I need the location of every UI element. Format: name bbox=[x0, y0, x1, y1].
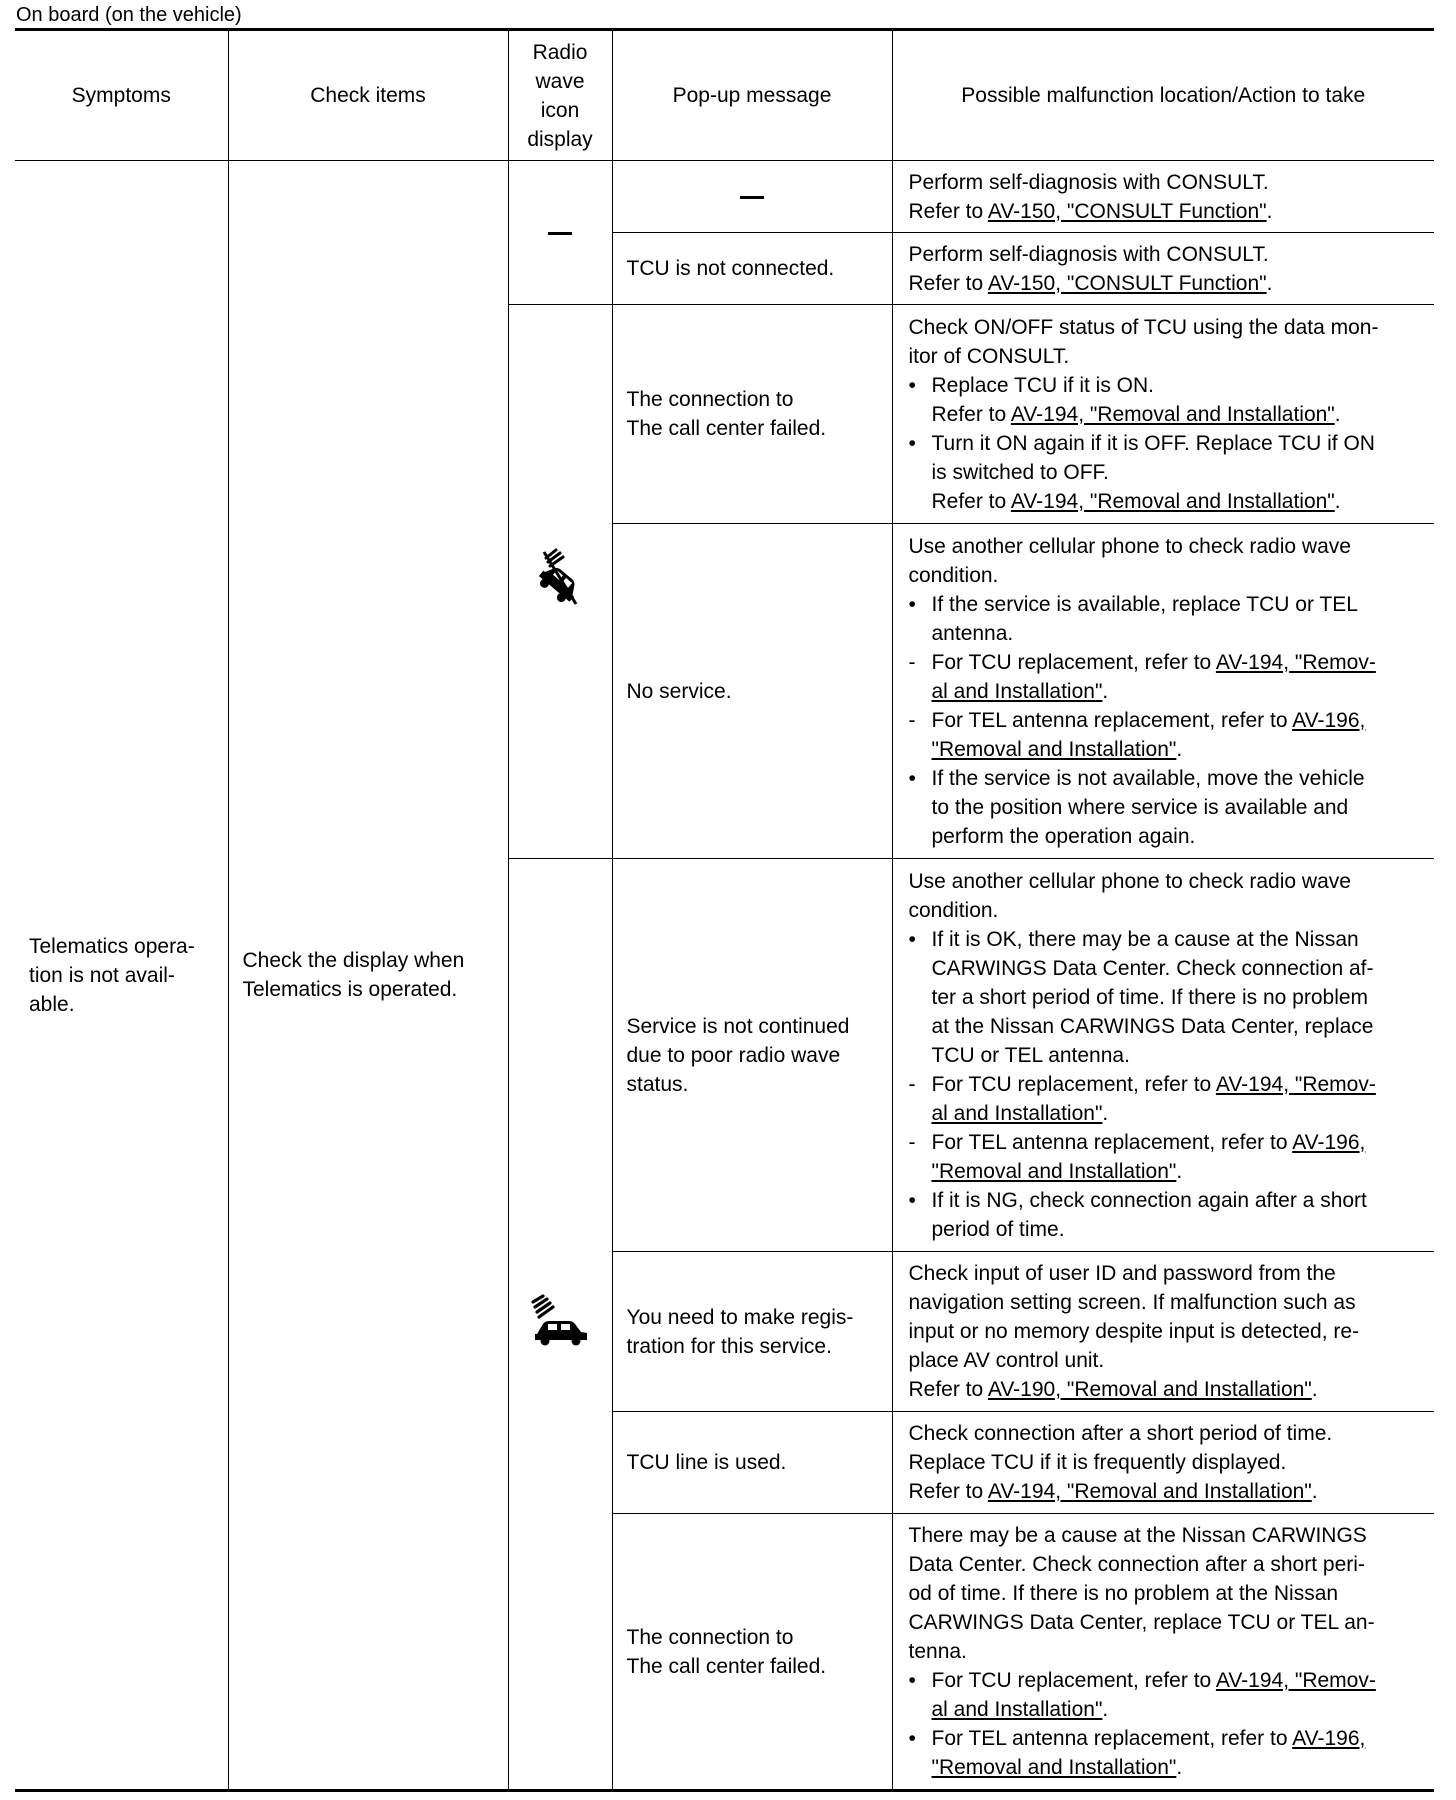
ref-link[interactable]: AV-194, "Remov- bbox=[1215, 1072, 1376, 1096]
dash-icon bbox=[740, 196, 764, 199]
popup-line: No service. bbox=[626, 679, 732, 703]
action-line: Use another cellular phone to check radio wave bbox=[908, 534, 1351, 558]
ref-text: . bbox=[1266, 199, 1273, 223]
bullet-marker: • bbox=[908, 1669, 916, 1692]
action-line: itor of CONSULT. bbox=[908, 344, 1070, 368]
action-ref-line bbox=[932, 1157, 1427, 1186]
popup-line: The connection to bbox=[626, 1625, 794, 1649]
ref-link[interactable]: AV-150, "CONSULT Function" bbox=[987, 271, 1267, 295]
action-cell bbox=[892, 305, 1434, 524]
ref-text: . bbox=[1102, 1698, 1109, 1721]
bullet-item bbox=[909, 590, 1427, 648]
popup-line: TCU line is used. bbox=[626, 1451, 787, 1474]
ref-text: For TEL antenna replacement, refer to bbox=[931, 1130, 1293, 1154]
ref-text: For TEL antenna replacement, refer to bbox=[931, 1727, 1293, 1750]
ref-text: . bbox=[1266, 271, 1273, 295]
action-line: If it is NG, check connection again after a short bbox=[931, 1188, 1367, 1212]
action-line: condition. bbox=[908, 898, 999, 922]
action-line: antenna. bbox=[931, 621, 1014, 645]
action-line: There may be a cause at the Nissan CARWINGS bbox=[908, 1524, 1367, 1547]
action-line: Turn it ON again if it is OFF. Replace TCU if ON bbox=[931, 431, 1375, 455]
action-ref-line bbox=[932, 735, 1427, 764]
popup-cell bbox=[612, 161, 892, 233]
header-radio-line: wave bbox=[535, 69, 585, 93]
action-ref-line bbox=[909, 269, 1427, 298]
ref-text: Refer to bbox=[931, 402, 1011, 426]
action-line: If the service is available, replace TCU or TEL bbox=[931, 592, 1358, 616]
popup-line: The connection to bbox=[626, 388, 794, 411]
symptom-cell bbox=[15, 161, 228, 1791]
table-caption: On board (on the vehicle) bbox=[16, 4, 242, 26]
action-ref-line bbox=[909, 1375, 1427, 1404]
symptom-line: able. bbox=[29, 992, 75, 1016]
action-line: CARWINGS Data Center. Check connection af- bbox=[931, 956, 1374, 980]
ref-link[interactable]: al and Installation" bbox=[931, 1101, 1103, 1125]
car-no-signal-icon bbox=[536, 548, 584, 608]
bullet-marker: • bbox=[908, 1188, 916, 1212]
ref-text: . bbox=[1311, 1378, 1318, 1401]
action-line: Check ON/OFF status of TCU using the data mon- bbox=[908, 315, 1379, 339]
action-cell bbox=[892, 233, 1434, 305]
action-ref-line bbox=[932, 400, 1427, 429]
ref-text: Refer to bbox=[908, 1480, 988, 1503]
hyphen-marker: - bbox=[908, 650, 916, 674]
popup-line: status. bbox=[626, 1072, 689, 1096]
popup-cell bbox=[612, 1252, 892, 1412]
action-ref-line bbox=[932, 648, 1427, 677]
action-line: period of time. bbox=[931, 1217, 1065, 1241]
ref-text: . bbox=[1176, 1159, 1183, 1183]
popup-line: tration for this service. bbox=[626, 1334, 832, 1358]
ref-link[interactable]: AV-196, bbox=[1292, 1727, 1366, 1750]
check-item-line: Telematics is operated. bbox=[242, 978, 458, 1001]
action-cell bbox=[892, 1252, 1434, 1412]
bullet-item bbox=[909, 1724, 1427, 1782]
action-line: If it is OK, there may be a cause at the Nissan bbox=[931, 927, 1359, 951]
action-line: Replace TCU if it is ON. bbox=[931, 373, 1154, 397]
header-row bbox=[15, 30, 1434, 161]
action-cell bbox=[892, 859, 1434, 1252]
action-line: condition. bbox=[908, 563, 999, 587]
ref-text: . bbox=[1102, 679, 1109, 703]
ref-text: . bbox=[1334, 402, 1341, 426]
bullet-marker: • bbox=[908, 431, 916, 455]
header-popup bbox=[612, 30, 892, 161]
symptom-line: tion is not avail- bbox=[29, 963, 175, 987]
ref-link[interactable]: AV-196, bbox=[1292, 1130, 1366, 1154]
action-line: Perform self-diagnosis with CONSULT. bbox=[908, 242, 1269, 266]
bullet-item bbox=[909, 429, 1427, 516]
action-line: Check input of user ID and password from the bbox=[908, 1262, 1336, 1285]
action-cell bbox=[892, 1514, 1434, 1791]
action-line: Use another cellular phone to check radio wave bbox=[908, 869, 1351, 893]
ref-link[interactable]: AV-194, "Removal and Installation" bbox=[1010, 489, 1335, 513]
action-line: ter a short period of time. If there is no problem bbox=[931, 985, 1369, 1009]
ref-text: Refer to bbox=[908, 271, 988, 295]
ref-link[interactable]: AV-194, "Remov- bbox=[1215, 650, 1376, 674]
ref-link[interactable]: AV-196, bbox=[1292, 708, 1366, 732]
action-ref-line bbox=[932, 1099, 1427, 1128]
popup-line: The call center failed. bbox=[626, 1654, 827, 1678]
header-action-label: Possible malfunction location/Action to take bbox=[961, 84, 1366, 107]
action-line: tenna. bbox=[908, 1640, 967, 1663]
ref-text: For TCU replacement, refer to bbox=[931, 1669, 1216, 1692]
action-cell bbox=[892, 1412, 1434, 1514]
icon-cell bbox=[508, 859, 612, 1791]
symptom-line: Telematics opera- bbox=[29, 934, 195, 958]
dash-item bbox=[909, 1128, 1427, 1186]
ref-link[interactable]: AV-190, "Removal and Installation" bbox=[987, 1378, 1312, 1401]
popup-cell bbox=[612, 524, 892, 859]
action-ref-line bbox=[932, 1070, 1427, 1099]
action-line: CARWINGS Data Center, replace TCU or TEL an- bbox=[908, 1611, 1375, 1634]
ref-link[interactable]: AV-150, "CONSULT Function" bbox=[987, 199, 1267, 223]
popup-cell bbox=[612, 233, 892, 305]
ref-text: Refer to bbox=[908, 1378, 988, 1401]
popup-line: due to poor radio wave bbox=[626, 1043, 841, 1067]
bullet-marker: • bbox=[908, 1727, 916, 1750]
action-ref-line bbox=[932, 706, 1427, 735]
action-ref-line bbox=[932, 677, 1427, 706]
bullet-item bbox=[909, 1186, 1427, 1244]
header-symptoms bbox=[15, 30, 228, 161]
action-ref-line bbox=[909, 197, 1427, 226]
ref-text: For TEL antenna replacement, refer to bbox=[931, 708, 1293, 732]
action-line: If the service is not available, move the vehicle bbox=[931, 766, 1365, 790]
dash-item bbox=[909, 706, 1427, 764]
ref-text: . bbox=[1311, 1480, 1318, 1503]
action-line: is switched to OFF. bbox=[931, 460, 1109, 484]
ref-link[interactable]: AV-194, "Remov- bbox=[1215, 1669, 1376, 1692]
action-line: Data Center. Check connection after a short peri- bbox=[908, 1553, 1365, 1576]
action-ref-line bbox=[932, 1128, 1427, 1157]
action-ref-line bbox=[932, 1753, 1427, 1782]
popup-line: The call center failed. bbox=[626, 417, 827, 440]
ref-link[interactable]: "Removal and Installation" bbox=[931, 1756, 1177, 1779]
ref-text: For TCU replacement, refer to bbox=[931, 1072, 1216, 1096]
icon-cell bbox=[508, 305, 612, 859]
action-line: navigation setting screen. If malfunction such as bbox=[908, 1291, 1356, 1314]
action-line: input or no memory despite input is detected, re- bbox=[908, 1320, 1360, 1343]
bullet-marker: • bbox=[908, 927, 916, 951]
action-line: at the Nissan CARWINGS Data Center, replace bbox=[931, 1014, 1374, 1038]
hyphen-marker: - bbox=[908, 1072, 916, 1096]
action-line: place AV control unit. bbox=[908, 1349, 1105, 1372]
dash-item bbox=[909, 1070, 1427, 1128]
bullet-item bbox=[909, 764, 1427, 851]
ref-link[interactable]: "Removal and Installation" bbox=[931, 1159, 1177, 1183]
popup-cell bbox=[612, 305, 892, 524]
ref-link[interactable]: AV-194, "Removal and Installation" bbox=[1010, 402, 1335, 426]
bullet-marker: • bbox=[908, 592, 916, 616]
popup-line: TCU is not connected. bbox=[626, 257, 835, 280]
hyphen-marker: - bbox=[908, 708, 916, 732]
check-item-cell bbox=[228, 161, 508, 1791]
ref-text: Refer to bbox=[908, 199, 988, 223]
ref-text: . bbox=[1102, 1101, 1109, 1125]
popup-cell bbox=[612, 859, 892, 1252]
table-row bbox=[15, 161, 1434, 233]
header-check-items bbox=[228, 30, 508, 161]
bullet-marker: • bbox=[908, 766, 916, 790]
header-popup-label: Pop-up message bbox=[672, 84, 832, 107]
bullet-marker: • bbox=[908, 373, 916, 397]
action-line: Perform self-diagnosis with CONSULT. bbox=[908, 170, 1269, 194]
action-ref-line bbox=[932, 487, 1427, 516]
header-action bbox=[892, 30, 1434, 161]
action-cell bbox=[892, 161, 1434, 233]
action-cell bbox=[892, 524, 1434, 859]
dash-icon bbox=[548, 232, 572, 235]
action-ref-line bbox=[932, 1666, 1427, 1695]
icon-cell bbox=[508, 161, 612, 305]
action-line: Replace TCU if it is frequently displayed. bbox=[908, 1451, 1287, 1474]
hyphen-marker: - bbox=[908, 1130, 916, 1154]
ref-text: Refer to bbox=[931, 489, 1011, 513]
ref-text: . bbox=[1176, 1756, 1183, 1779]
ref-text: . bbox=[1334, 489, 1341, 513]
bullet-item bbox=[909, 1666, 1427, 1724]
header-radio-line: icon bbox=[540, 98, 580, 122]
header-radio-line: display bbox=[527, 127, 593, 151]
popup-line: Service is not continued bbox=[626, 1014, 850, 1038]
popup-line: You need to make regis- bbox=[626, 1305, 854, 1329]
bullet-item bbox=[909, 371, 1427, 429]
ref-text: For TCU replacement, refer to bbox=[931, 650, 1216, 674]
action-line: Check connection after a short period of time. bbox=[908, 1422, 1333, 1445]
action-line: od of time. If there is no problem at the Nissan bbox=[908, 1582, 1339, 1605]
ref-link[interactable]: AV-194, "Removal and Installation" bbox=[987, 1480, 1312, 1503]
header-symptoms-label: Symptoms bbox=[71, 84, 171, 107]
header-radio-wave-icon bbox=[508, 30, 612, 161]
popup-cell bbox=[612, 1514, 892, 1791]
action-line: to the position where service is available and bbox=[931, 795, 1349, 819]
popup-cell bbox=[612, 1412, 892, 1514]
action-ref-line bbox=[932, 1695, 1427, 1724]
ref-link[interactable]: al and Installation" bbox=[931, 679, 1103, 703]
ref-link[interactable]: al and Installation" bbox=[931, 1698, 1103, 1721]
dash-item bbox=[909, 648, 1427, 706]
header-check-items-label: Check items bbox=[310, 84, 426, 107]
header-radio-line: Radio bbox=[532, 40, 588, 64]
ref-link[interactable]: "Removal and Installation" bbox=[931, 737, 1177, 761]
action-ref-line bbox=[932, 1724, 1427, 1753]
action-line: TCU or TEL antenna. bbox=[931, 1043, 1130, 1067]
ref-text: . bbox=[1176, 737, 1183, 761]
car-weak-signal-icon bbox=[529, 1294, 591, 1346]
diagnosis-table bbox=[15, 28, 1434, 1792]
check-item-line: Check the display when bbox=[242, 949, 465, 972]
bullet-item bbox=[909, 925, 1427, 1070]
action-ref-line bbox=[909, 1477, 1427, 1506]
action-line: perform the operation again. bbox=[931, 824, 1196, 848]
